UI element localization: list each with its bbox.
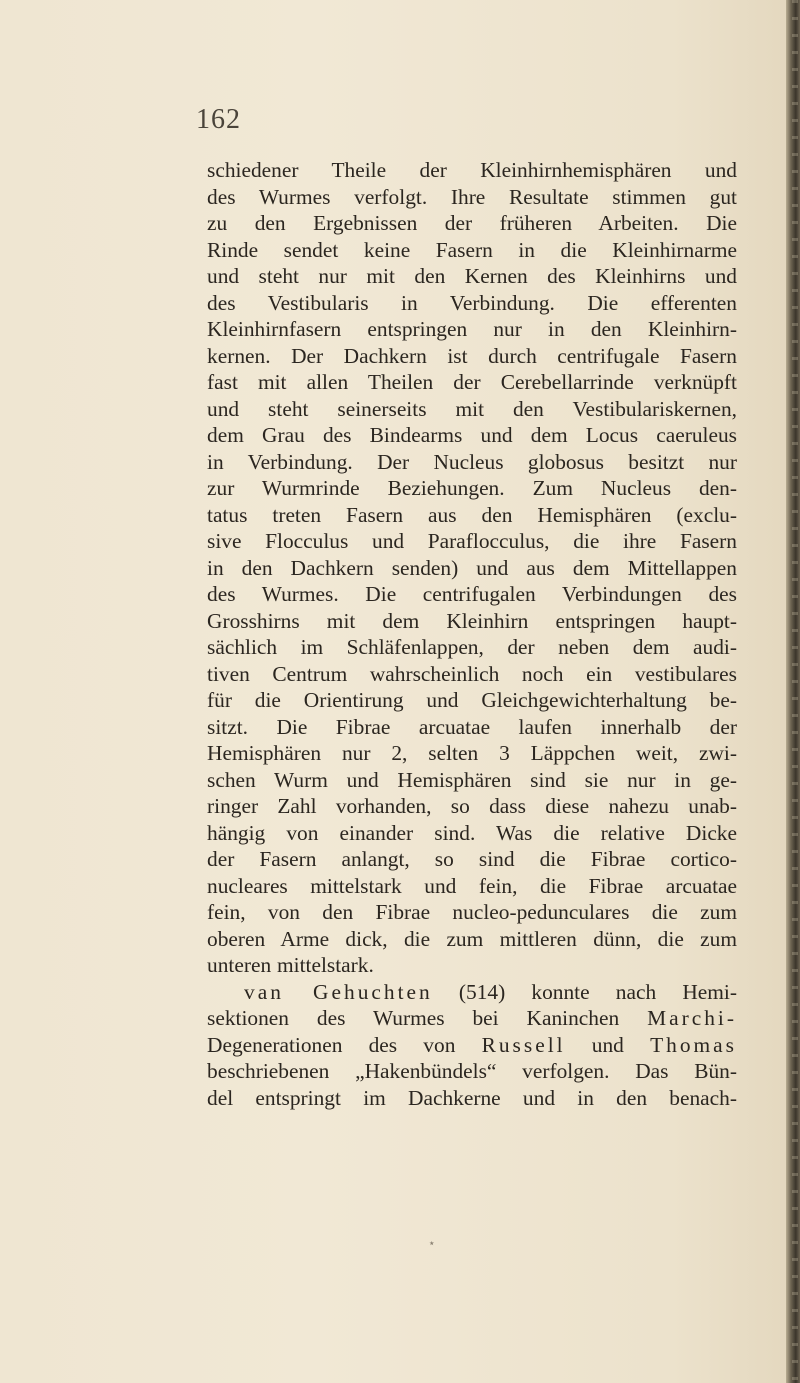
line-text: sektionen des Wurmes bei Kaninchen [207, 1006, 648, 1030]
text-line: ringer Zahl vorhanden, so dass diese nahezu unab- [207, 794, 737, 818]
spine-texture [792, 0, 798, 1383]
text-line: dem Grau des Bindearms und dem Locus caeruleus [207, 423, 737, 447]
text-line: Rinde sendet keine Fasern in die Kleinhirnarme [207, 237, 737, 262]
line-text: und [565, 1032, 651, 1057]
text-line: tiven Centrum wahrscheinlich noch ein vestibulares [207, 661, 737, 686]
line-text: (514) konnte nach Hemi- [432, 979, 737, 1004]
text-line [207, 1005, 737, 1032]
text-line: nucleares mittelstark und fein, die Fibrae arcuatae [207, 873, 737, 898]
body-text [207, 157, 737, 1111]
print-speck: ⋆ [428, 1236, 436, 1250]
page-number: 162 [196, 104, 241, 135]
text-line: sächlich im Schläfenlappen, der neben dem audi- [207, 635, 737, 659]
text-line: sive Flocculus und Paraflocculus, die ihre Fasern [207, 529, 737, 553]
text-line: des Wurmes. Die centrifugalen Verbindungen des [207, 582, 737, 606]
paragraph-start-line [207, 979, 737, 1006]
text-line: schen Wurm und Hemisphären sind sie nur in ge- [207, 767, 737, 792]
text-line: sitzt. Die Fibrae arcuatae laufen innerhalb der [207, 714, 737, 739]
text-line: des Wurmes verfolgt. Ihre Resultate stimmen gut [207, 184, 737, 209]
text-line: Grosshirns mit dem Kleinhirn entspringen haupt- [207, 608, 737, 633]
author-name: van Gehuchten [244, 979, 433, 1004]
text-line: kernen. Der Dachkern ist durch centrifugale Fasern [207, 343, 737, 368]
text-line: del entspringt im Dachkerne und in den benach- [207, 1085, 737, 1110]
text-line: fast mit allen Theilen der Cerebellarrinde verknüpft [207, 370, 737, 394]
paragraph-end-line: unteren mittelstark. [207, 953, 374, 977]
text-line [207, 1032, 737, 1059]
text-line: in den Dachkern senden) und aus dem Mittellappen [207, 555, 737, 580]
text-line: in Verbindung. Der Nucleus globosus besitzt nur [207, 449, 737, 474]
text-line: fein, von den Fibrae nucleo-pedunculares die zum [207, 900, 737, 924]
text-line: beschriebenen „Hakenbündels“ verfolgen. Das Bün- [207, 1059, 737, 1083]
text-line: oberen Arme dick, die zum mittleren dünn, die zum [207, 926, 737, 951]
text-line: Kleinhirnfasern entspringen nur in den Kleinhirn- [207, 317, 737, 341]
text-line: hängig von einander sind. Was die relative Dicke [207, 820, 737, 845]
text-line: Hemisphären nur 2, selten 3 Läppchen weit, zwi- [207, 741, 737, 765]
text-line: der Fasern anlangt, so sind die Fibrae cortico- [207, 847, 737, 871]
text-line: des Vestibularis in Verbindung. Die efferenten [207, 290, 737, 315]
line-text: Degenerationen des von [207, 1032, 482, 1057]
text-line: zu den Ergebnissen der früheren Arbeiten. Die [207, 211, 737, 235]
text-line: zur Wurmrinde Beziehungen. Zum Nucleus den- [207, 476, 737, 500]
text-line: tatus treten Fasern aus den Hemisphären (exclu- [207, 502, 737, 527]
text-line: und steht seinerseits mit den Vestibulariskernen, [207, 396, 737, 421]
author-name: Marchi- [647, 1006, 737, 1030]
author-name: Russell [481, 1032, 566, 1057]
book-spine-edge [786, 0, 800, 1383]
text-line: für die Orientirung und Gleichgewichterhaltung be- [207, 688, 737, 712]
author-name: Thomas [650, 1032, 737, 1057]
text-line: schiedener Theile der Kleinhirnhemisphären und [207, 158, 737, 182]
text-line: und steht nur mit den Kernen des Kleinhirns und [207, 264, 737, 288]
